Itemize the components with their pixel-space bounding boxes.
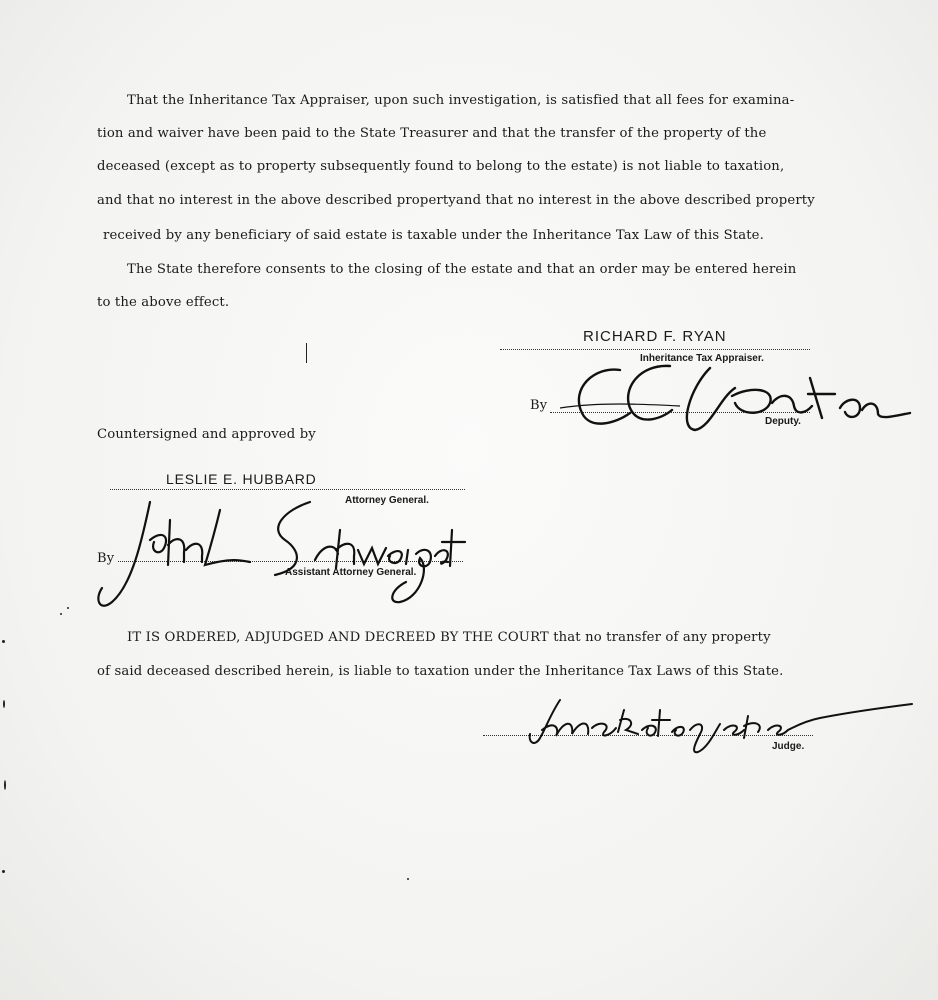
countersign-by-label: By [97,551,115,566]
consent-line-2: to the above effect. [97,295,230,310]
waiver-line-4: and that no interest in the above described propertyand that no interest in the above described property [97,193,815,208]
appraiser-title: Inheritance Tax Appraiser. [640,353,764,364]
appraiser-name: RICHARD F. RYAN [583,328,727,345]
appraiser-name-line [500,349,810,350]
attorney-general-title: Attorney General. [345,495,429,506]
deputy-signature [560,358,920,438]
judge-signature [520,690,920,760]
appraiser-by-label: By [530,398,548,413]
deputy-title: Deputy. [765,416,801,427]
waiver-line-5: received by any beneficiary of said estate is taxable under the Inheritance Tax Law of this State. [103,228,764,243]
assistant-attorney-general-title: Assistant Attorney General. [285,567,417,578]
waiver-line-2: tion and waiver have been paid to the State Treasurer and that the transfer of the property of the [97,126,767,141]
order-line-2: of said deceased described herein, is liable to taxation under the Inheritance Tax Laws of this State. [97,664,784,679]
waiver-line-1: That the Inheritance Tax Appraiser, upon such investigation, is satisfied that all fees for examina- [127,93,795,108]
order-line-1: IT IS ORDERED, ADJUDGED AND DECREED BY THE COURT that no transfer of any property [127,630,771,645]
countersign-label: Countersigned and approved by [97,427,316,442]
consent-line-1: The State therefore consents to the closing of the estate and that an order may be entered herein [127,262,797,277]
waiver-line-3: deceased (except as to property subsequently found to belong to the estate) is not liable to taxation, [97,159,785,174]
assistant-attorney-general-signature [90,490,470,615]
judge-title: Judge. [772,741,805,752]
attorney-general-name: LESLIE E. HUBBARD [166,471,317,487]
